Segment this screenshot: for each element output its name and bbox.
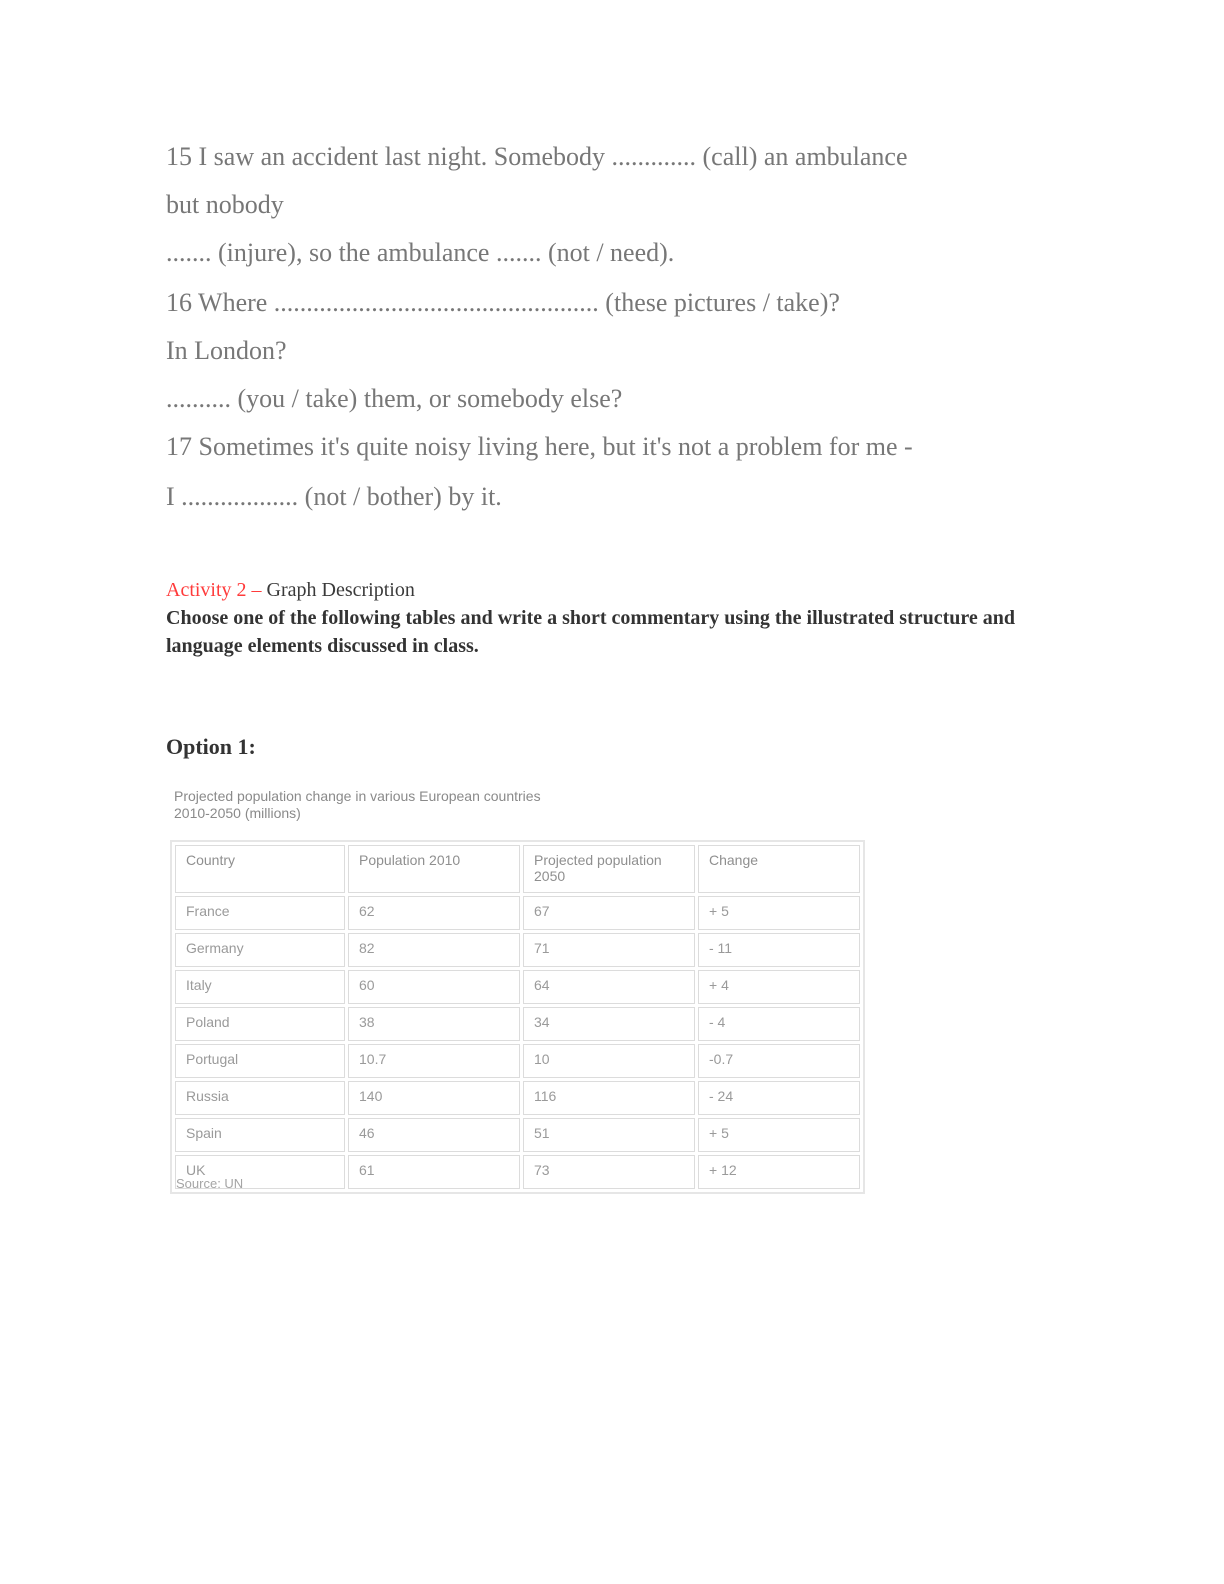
table-cell: 38 — [348, 1007, 520, 1041]
table-cell: Russia — [175, 1081, 345, 1115]
table-cell: + 5 — [698, 1118, 860, 1152]
table-row — [175, 970, 860, 1004]
table-cell: 116 — [523, 1081, 695, 1115]
table-cell: 60 — [348, 970, 520, 1004]
table-cell: + 5 — [698, 896, 860, 930]
column-header-country: Country — [175, 845, 345, 893]
activity-title-text: Graph Description — [261, 579, 415, 601]
column-header-change: Change — [698, 845, 860, 893]
table-caption — [174, 788, 541, 822]
activity-title-accent: Activity 2 – — [166, 579, 262, 601]
exercise-line: .......... (you / take) them, or somebody else? — [166, 384, 623, 413]
table-cell: Spain — [175, 1118, 345, 1152]
activity-title — [166, 578, 1056, 602]
exercise-line: In London? — [166, 336, 287, 365]
table-cell: + 4 — [698, 970, 860, 1004]
exercise-line: but nobody — [166, 190, 284, 219]
exercise-line: ....... (injure), so the ambulance ....... (not / need). — [166, 238, 675, 267]
option-label: Option 1: — [166, 734, 256, 759]
table-cell: UK — [175, 1155, 345, 1189]
table-cell: 73 — [523, 1155, 695, 1189]
table-cell: - 4 — [698, 1007, 860, 1041]
table-cell: Germany — [175, 933, 345, 967]
activity-instructions: Choose one of the following tables and write a short commentary using the illustrated structure and language elements discussed in class. — [166, 607, 1016, 657]
table-row — [175, 1081, 860, 1115]
table-cell: Poland — [175, 1007, 345, 1041]
exercise-line: 16 Where .................................................. (these pictures / take)? — [166, 288, 840, 317]
table-source: Source: UN — [176, 1176, 244, 1191]
exercise-line: 15 I saw an accident last night. Somebody ............. (call) an ambulance — [166, 142, 908, 171]
table-cell: 71 — [523, 933, 695, 967]
table-cell: Italy — [175, 970, 345, 1004]
table-row — [175, 1044, 860, 1078]
table-row — [175, 933, 860, 967]
activity-section — [166, 578, 1056, 660]
exercise-line: 17 Sometimes it's quite noisy living here, but it's not a problem for me - — [166, 432, 913, 461]
population-table-wrapper — [170, 840, 865, 1194]
table-cell: - 24 — [698, 1081, 860, 1115]
table-cell: 10 — [523, 1044, 695, 1078]
column-header-population-2050: Projected population 2050 — [523, 845, 695, 893]
table-cell: 34 — [523, 1007, 695, 1041]
table-cell: 64 — [523, 970, 695, 1004]
population-table — [172, 842, 863, 1192]
table-row — [175, 1155, 860, 1189]
table-cell: + 12 — [698, 1155, 860, 1189]
table-row — [175, 1007, 860, 1041]
table-cell: 51 — [523, 1118, 695, 1152]
table-row — [175, 1118, 860, 1152]
table-cell: 82 — [348, 933, 520, 967]
table-cell: 10.7 — [348, 1044, 520, 1078]
table-cell: 67 — [523, 896, 695, 930]
table-cell: 140 — [348, 1081, 520, 1115]
table-cell: 62 — [348, 896, 520, 930]
column-header-population-2010: Population 2010 — [348, 845, 520, 893]
table-cell: -0.7 — [698, 1044, 860, 1078]
table-header-row — [175, 845, 860, 893]
table-row — [175, 896, 860, 930]
table-cell: Portugal — [175, 1044, 345, 1078]
table-cell: France — [175, 896, 345, 930]
table-caption-subtitle: 2010-2050 (millions) — [174, 805, 301, 821]
table-cell: 61 — [348, 1155, 520, 1189]
table-cell: 46 — [348, 1118, 520, 1152]
table-cell: - 11 — [698, 933, 860, 967]
exercise-line: I .................. (not / bother) by it. — [166, 482, 502, 511]
table-caption-title: Projected population change in various European countries — [174, 788, 541, 804]
